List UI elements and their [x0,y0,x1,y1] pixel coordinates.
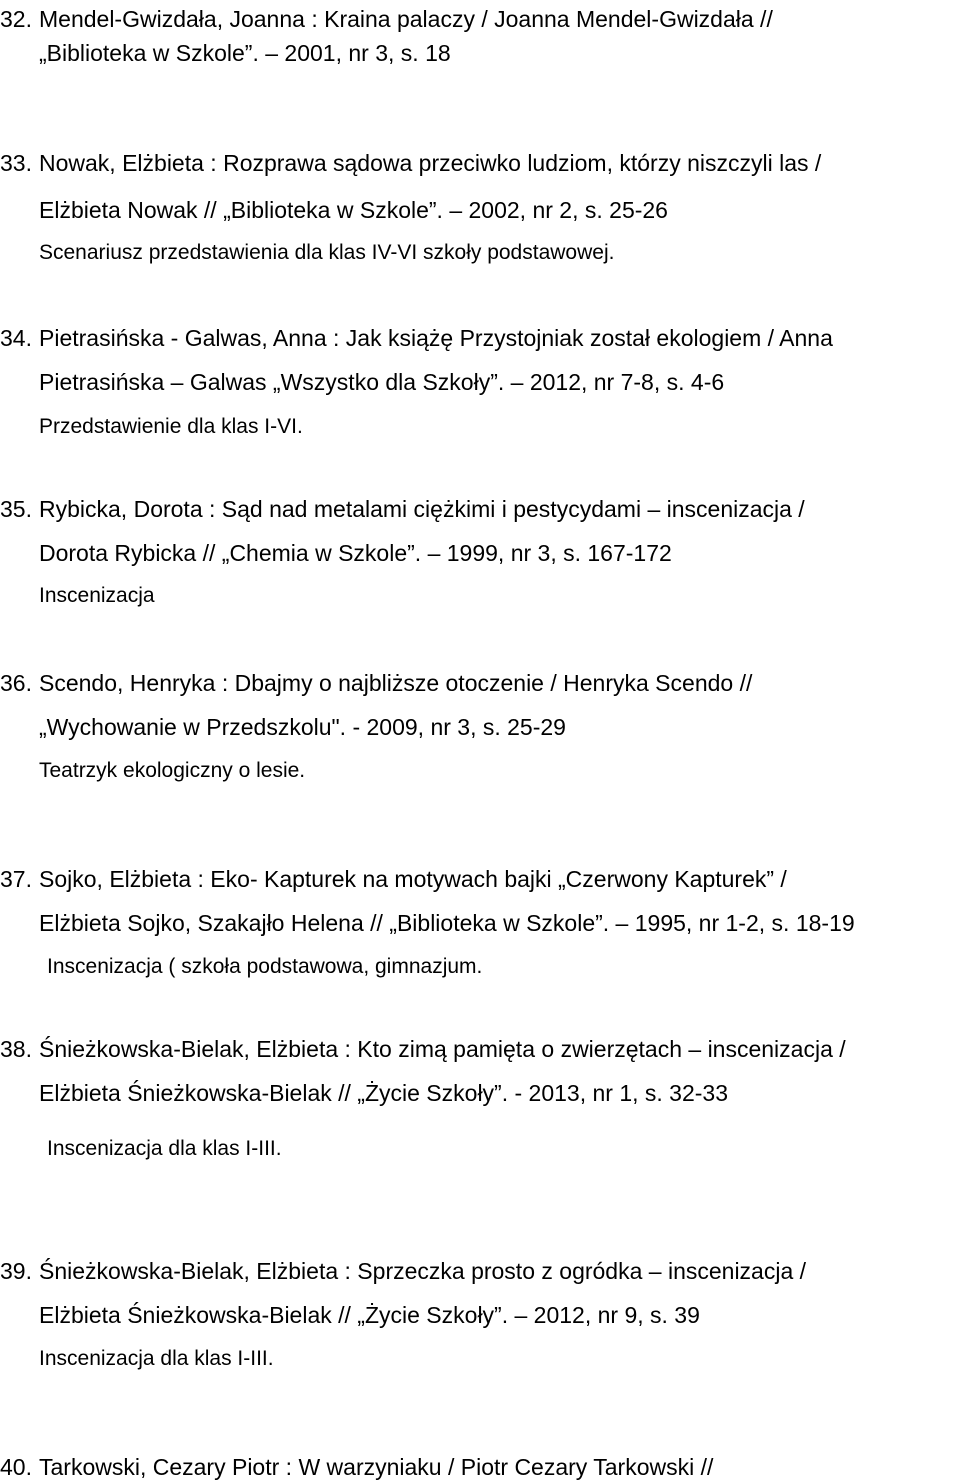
entry-note: Scenariusz przedstawienia dla klas IV-VI szkoły podstawowej. [39,241,615,264]
entry-number: 39. [0,1258,32,1284]
entry-line: Pietrasińska – Galwas „Wszystko dla Szkoły”. – 2012, nr 7-8, s. 4-6 [39,369,725,395]
entry-note: Inscenizacja ( szkoła podstawowa, gimnazjum. [47,955,483,978]
entry-number: 40. [0,1454,32,1480]
entry-line: „Biblioteka w Szkole”. – 2001, nr 3, s. 18 [39,40,451,66]
entry-number: 34. [0,325,32,351]
entry-line: „Wychowanie w Przedszkolu". - 2009, nr 3, s. 25-29 [39,714,566,740]
entry-number: 37. [0,866,32,892]
entry-line: Tarkowski, Cezary Piotr : W warzyniaku / Piotr Cezary Tarkowski // [39,1454,714,1480]
entry-line: Śnieżkowska-Bielak, Elżbieta : Kto zimą pamięta o zwierzętach – inscenizacja / [39,1036,846,1062]
entry-line: Śnieżkowska-Bielak, Elżbieta : Sprzeczka prosto z ogródka – inscenizacja / [39,1258,807,1284]
entry-number: 36. [0,670,32,696]
entry-line: Mendel-Gwizdała, Joanna : Kraina palaczy / Joanna Mendel-Gwizdała // [39,6,773,32]
entry-note: Inscenizacja dla klas I-III. [47,1137,282,1160]
entry-note: Inscenizacja [39,584,155,607]
entry-note: Przedstawienie dla klas I-VI. [39,415,303,438]
entry-line: Pietrasińska - Galwas, Anna : Jak książę Przystojniak został ekologiem / Anna [39,325,833,351]
entry-line: Rybicka, Dorota : Sąd nad metalami ciężkimi i pestycydami – inscenizacja / [39,496,805,522]
entry-line: Elżbieta Nowak // „Biblioteka w Szkole”. – 2002, nr 2, s. 25-26 [39,197,668,223]
entry-number: 38. [0,1036,32,1062]
entry-line: Elżbieta Śnieżkowska-Bielak // „Życie Szkoły”. - 2013, nr 1, s. 32-33 [39,1080,729,1106]
entry-line: Dorota Rybicka // „Chemia w Szkole”. – 1999, nr 3, s. 167-172 [39,540,672,566]
entry-number: 32. [0,6,32,32]
entry-note: Inscenizacja dla klas I-III. [39,1347,274,1370]
entry-number: 33. [0,150,32,176]
entry-line: Scendo, Henryka : Dbajmy o najbliższe otoczenie / Henryka Scendo // [39,670,753,696]
entry-line: Elżbieta Śnieżkowska-Bielak // „Życie Szkoły”. – 2012, nr 9, s. 39 [39,1302,700,1328]
entry-line: Sojko, Elżbieta : Eko- Kapturek na motywach bajki „Czerwony Kapturek” / [39,866,787,892]
entry-note: Teatrzyk ekologiczny o lesie. [39,759,306,782]
entry-number: 35. [0,496,32,522]
entry-line: Nowak, Elżbieta : Rozprawa sądowa przeciwko ludziom, którzy niszczyli las / [39,150,822,176]
entry-line: Elżbieta Sojko, Szakajło Helena // „Biblioteka w Szkole”. – 1995, nr 1-2, s. 18-19 [39,910,855,936]
